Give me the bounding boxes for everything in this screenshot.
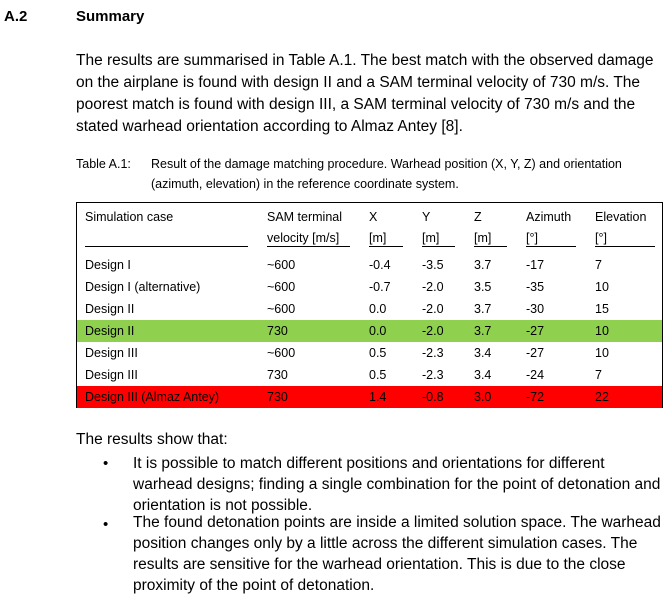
cell-simulation-case: Design III — [85, 368, 138, 382]
header-x-unit: [m] — [369, 231, 387, 245]
cell-x: 0.0 — [369, 324, 387, 338]
bullet-marker: • — [103, 516, 109, 533]
cell-x: 0.5 — [369, 368, 387, 382]
section-title: Summary — [76, 8, 145, 25]
header-z: Z — [474, 210, 482, 224]
header-y-unit: [m] — [422, 231, 440, 245]
table-row — [77, 364, 662, 386]
cell-y: -2.0 — [422, 302, 444, 316]
cell-x: 0.0 — [369, 302, 387, 316]
cell-z: 3.7 — [474, 324, 492, 338]
cell-x: 0.5 — [369, 346, 387, 360]
cell-elevation: 7 — [595, 258, 602, 272]
cell-z: 3.7 — [474, 258, 492, 272]
header-underline — [267, 246, 350, 247]
cell-azimuth: -17 — [526, 258, 545, 272]
cell-y: -3.5 — [422, 258, 444, 272]
cell-sam-velocity: ~600 — [267, 258, 296, 272]
table-row — [77, 320, 662, 342]
cell-z: 3.7 — [474, 302, 492, 316]
cell-azimuth: -24 — [526, 368, 545, 382]
cell-y: -0.8 — [422, 390, 444, 404]
cell-azimuth: -30 — [526, 302, 545, 316]
cell-elevation: 15 — [595, 302, 609, 316]
table-row — [77, 386, 662, 408]
section-number: A.2 — [4, 8, 28, 25]
header-y: Y — [422, 210, 431, 224]
table-header — [77, 203, 662, 251]
cell-elevation: 10 — [595, 280, 609, 294]
cell-simulation-case: Design III — [85, 346, 138, 360]
cell-elevation: 10 — [595, 324, 609, 338]
cell-simulation-case: Design II — [85, 302, 135, 316]
cell-z: 3.5 — [474, 280, 492, 294]
header-sam-velocity-unit: velocity [m/s] — [267, 231, 340, 245]
cell-sam-velocity: ~600 — [267, 346, 296, 360]
cell-elevation: 7 — [595, 368, 602, 382]
cell-azimuth: -72 — [526, 390, 545, 404]
cell-z: 3.4 — [474, 368, 492, 382]
cell-y: -2.0 — [422, 324, 444, 338]
header-sam-velocity: SAM terminal — [267, 210, 343, 224]
header-x: X — [369, 210, 378, 224]
cell-simulation-case: Design I — [85, 258, 131, 272]
cell-x: -0.4 — [369, 258, 391, 272]
caption-text: Result of the damage matching procedure. Warhead position (X, Y, Z) and orientation (azimuth, elevation) in the reference coordinate system. — [151, 157, 622, 191]
bullet-marker: • — [103, 455, 109, 472]
header-z-unit: [m] — [474, 231, 492, 245]
bullet-item-2: The found detonation points are inside a limited solution space. The warhead position changes only by a little across the different simulation cases. The results are sensitive for the warhead orientation. This is due to the close proximity of the point of detonation. — [133, 514, 661, 594]
cell-azimuth: -27 — [526, 324, 545, 338]
header-simulation-case: Simulation case — [85, 210, 174, 224]
cell-x: -0.7 — [369, 280, 391, 294]
bullet-item-1: It is possible to match different positions and orientations for different warhead designs; finding a single combination for the point of detonation and orientation is not possible. — [133, 455, 661, 514]
table-row — [77, 342, 662, 364]
cell-y: -2.3 — [422, 346, 444, 360]
header-underline — [595, 246, 655, 247]
cell-y: -2.3 — [422, 368, 444, 382]
intro-paragraph: The results are summarised in Table A.1. The best match with the observed damage on the airplane is found with design II and a SAM terminal velocity of 730 m/s. The poorest match is found with design III, a SAM terminal velocity of 730 m/s and the stated warhead orientation according to Almaz Antey [8]. — [76, 52, 654, 135]
header-underline — [369, 246, 403, 247]
table-row — [77, 254, 662, 276]
cell-azimuth: -35 — [526, 280, 545, 294]
cell-z: 3.0 — [474, 390, 492, 404]
header-elevation-unit: [°] — [595, 231, 607, 245]
cell-elevation: 22 — [595, 390, 609, 404]
outro-text: The results show that: — [76, 431, 228, 448]
cell-simulation-case: Design I (alternative) — [85, 280, 201, 294]
cell-simulation-case: Design II — [85, 324, 135, 338]
header-underline — [85, 246, 248, 247]
cell-z: 3.4 — [474, 346, 492, 360]
cell-sam-velocity: 730 — [267, 324, 288, 338]
results-table — [76, 202, 663, 408]
cell-sam-velocity: 730 — [267, 390, 288, 404]
cell-y: -2.0 — [422, 280, 444, 294]
cell-simulation-case: Design III (Almaz Antey) — [85, 390, 220, 404]
header-elevation: Elevation — [595, 210, 647, 224]
caption-label: Table A.1: — [76, 157, 131, 171]
table-row — [77, 298, 662, 320]
header-underline — [526, 246, 576, 247]
cell-azimuth: -27 — [526, 346, 545, 360]
cell-x: 1.4 — [369, 390, 387, 404]
cell-sam-velocity: 730 — [267, 368, 288, 382]
header-underline — [474, 246, 507, 247]
header-underline — [422, 246, 455, 247]
cell-sam-velocity: ~600 — [267, 302, 296, 316]
cell-sam-velocity: ~600 — [267, 280, 296, 294]
table-row — [77, 276, 662, 298]
header-azimuth-unit: [°] — [526, 231, 538, 245]
header-azimuth: Azimuth — [526, 210, 572, 224]
cell-elevation: 10 — [595, 346, 609, 360]
